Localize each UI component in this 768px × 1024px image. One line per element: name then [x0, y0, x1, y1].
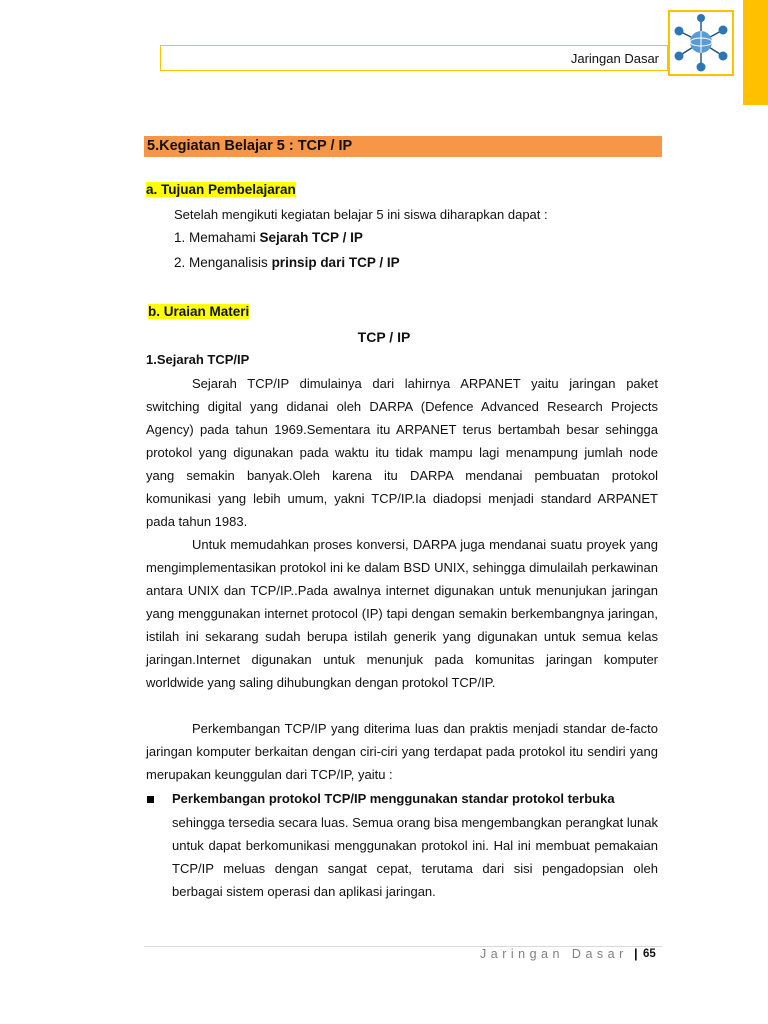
paragraph: Perkembangan TCP/IP yang diterima luas dan praktis menjadi standar de-facto jaringan komputer berkaitan dengan ciri-ciri yang terdapat pada protokol itu sendiri yang merupakan keunggulan dari TCP/IP, yaitu : [146, 721, 658, 782]
page-number: 65 [643, 948, 656, 960]
paragraph: Untuk memudahkan proses konversi, DARPA juga mendanai suatu proyek yang mengimplementasikan protokol ini ke dalam BSD UNIX, sehingga dimulailah perkawinan antara UNIX dan TCP/IP..Pada awalnya internet digunakan untuk menunjukan jaringan yang menggunakan internet protocol (IP) tapi dengan semakin berkembangnya jaringan, istilah ini sekarang sudah berupa istilah generik yang digunakan untuk semua kelas jaringan.Internet digunakan untuk menunjuk pada komunitas jaringan komputer worldwide yang saling dihubungkan dengan protokol TCP/IP. [146, 537, 658, 690]
corner-accent-bar [743, 0, 768, 105]
goal-item [174, 230, 363, 245]
bullet-square-icon [147, 796, 154, 803]
header-title: Jaringan Dasar [570, 51, 659, 66]
header-logo-frame [668, 10, 734, 76]
section-title: 5.Kegiatan Belajar 5 : TCP / IP [144, 136, 662, 157]
goal-bold: prinsip dari TCP / IP [271, 255, 400, 270]
goal-bold: Sejarah TCP / IP [259, 230, 363, 245]
header-bar [160, 45, 668, 71]
network-globe-icon [670, 12, 732, 74]
topic-title: TCP / IP [357, 329, 411, 345]
goal-prefix: 2. Menganalisis [174, 255, 272, 270]
bullet-title: Perkembangan protokol TCP/IP menggunakan standar protokol terbuka [172, 791, 615, 806]
tujuan-intro: Setelah mengikuti kegiatan belajar 5 ini siswa diharapkan dapat : [174, 207, 548, 222]
bullet-body: sehingga tersedia secara luas. Semua orang bisa mengembangkan perangkat lunak untuk dapat berkomunikasi menggunakan protokol ini. Hal ini membuat pemakaian TCP/IP meluas dengan sangat cepat, terutama dari sisi pengadopsian oleh berbagai sistem operasi dan aplikasi jaringan. [172, 815, 658, 899]
footer-separator: | [634, 946, 638, 961]
uraian-heading-text: b. Uraian Materi [148, 304, 250, 319]
goal-item [174, 255, 400, 270]
tujuan-heading [146, 181, 296, 199]
paragraph: Sejarah TCP/IP dimulainya dari lahirnya ARPANET yaitu jaringan paket switching digital yang didanai oleh DARPA (Defence Advanced Research Projects Agency) pada tahun 1969.Sementara itu ARPANET terus bertambah besar sehingga protokol yang digunakan pada waktu itu tidak mampu lagi menampung jumlah node yang semakin banyak.Oleh karena itu DARPA mendanai pembuatan protokol komunikasi yang lebih umum, yakni TCP/IP.Ia diadopsi menjadi standard ARPANET pada tahun 1983. [146, 376, 658, 529]
footer-title: Jaringan Dasar [480, 947, 628, 961]
goal-prefix: 1. Memahami [174, 230, 260, 245]
uraian-heading [148, 303, 249, 321]
section-1-title: 1.Sejarah TCP/IP [146, 352, 250, 367]
tujuan-heading-text: a. Tujuan Pembelajaran [146, 182, 296, 197]
